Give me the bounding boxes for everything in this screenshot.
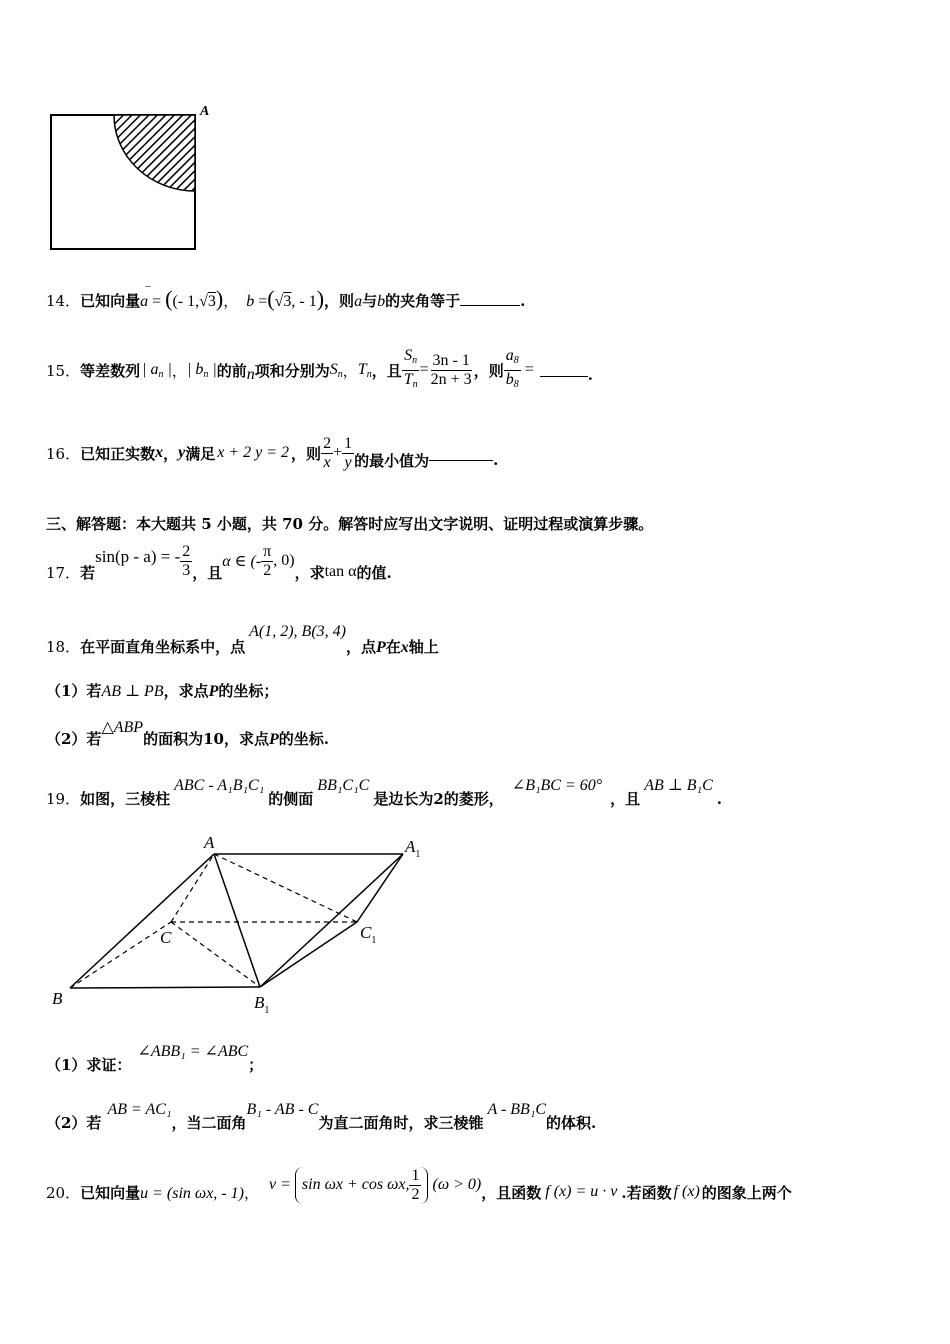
q14-number: 14．: [46, 292, 81, 310]
q17-fraction-pi-2: $\frac{\pi}{2}$: [263, 542, 272, 579]
q15-seq-a: | $a_n$ |: [142, 360, 172, 380]
q17-fraction-2-3: $\frac{2}{3}$: [182, 542, 191, 579]
prism-svg: [40, 826, 440, 1022]
label-C1: $C_1$: [360, 923, 377, 946]
q14-sqrt3: 3: [207, 293, 216, 310]
edge-B-A: [70, 854, 214, 988]
square-quarter-circle-svg: [44, 100, 224, 260]
q20-vector-u: u = (sin ωx, - 1): [140, 1185, 244, 1202]
section-3-title: 三、解答题：本大题共 5 小题，共 70 分。解答时应写出文字说明、证明过程或演算步骤。: [46, 515, 654, 533]
question-20: 20． 已知向量 u = (sin ωx, - 1) ， v = sin ωx + cos ωx, $\frac{1}{2}$ (ω > 0) ，且函数 f (x) = u · v .若函数 f (x) 的图象上两个: [46, 1166, 792, 1203]
edge-A1-B1: [260, 854, 403, 987]
q15-number: 15．: [46, 361, 81, 380]
q17-expression: sin(p - a) = -: [95, 547, 181, 566]
figure-square-quarter-circle: [44, 100, 224, 260]
q16-constraint: x + 2 y = 2: [217, 444, 290, 461]
q17-number: 17．: [46, 563, 81, 582]
q14-vec-a-value: (- 1,: [172, 293, 200, 310]
q16-fraction-2-over-x: $\frac{2}{x}$: [323, 434, 332, 471]
q20-fraction-1-2: $\frac{1}{2}$: [411, 1166, 420, 1203]
q15-fraction-ratio: $\frac{3n - 1}{2n + 3}$: [430, 351, 472, 388]
q14-vec-a: − a: [140, 281, 152, 310]
edge-A-C1-hidden: [214, 854, 357, 922]
question-19-part-1: （1）求证：∠ABB₁ = ∠ABC；: [46, 1043, 264, 1074]
shaded-quarter-disc: [114, 115, 195, 191]
edge-C1-A1: [357, 854, 403, 922]
q18-number: 18．: [46, 638, 81, 656]
edge-B1-C1: [260, 922, 357, 987]
q16-number: 16．: [46, 444, 81, 463]
q15-fraction-a8-b8: $\frac{a_8}{b_8}$: [505, 346, 519, 390]
q16-fraction-1-over-y: $\frac{1}{y}$: [344, 434, 353, 471]
label-A: A: [200, 104, 210, 119]
q14-text: 已知向量: [80, 292, 141, 310]
q15-seq-b: | $b_n$ |: [186, 360, 217, 380]
figure-triangular-prism: [40, 826, 440, 1022]
label-B: B: [52, 989, 63, 1008]
question-18-part-2: （2）若△ABP的面积为10，求点P的坐标.: [46, 719, 329, 748]
label-A1: $A_1$: [405, 837, 421, 860]
q18-points: A(1, 2), B(3, 4): [249, 623, 346, 640]
q20-vector-v: v =: [268, 1176, 291, 1193]
q14-answer-blank[interactable]: [460, 305, 520, 306]
q19-number: 19．: [46, 790, 81, 808]
question-14: 14．已知向量 − a = ((- 1,√3)， b =(√3, - 1)，则a与b的夹角等于 .: [46, 281, 526, 311]
q20-number: 20．: [46, 1183, 81, 1202]
question-19: 19．如图，三棱柱ABC - A₁B₁C₁的侧面BB₁C₁C是边长为2的菱形，∠B₁BC = 60°，且AB ⊥ B₁C.: [46, 777, 723, 808]
label-B1: $B_1$: [254, 993, 270, 1016]
question-18-part-1: （1）若AB ⊥ PB，求点P的坐标；: [46, 682, 279, 700]
q15-answer-blank[interactable]: [540, 376, 588, 377]
label-A: A: [204, 833, 215, 852]
q16-answer-blank[interactable]: [429, 460, 493, 461]
question-15: 15． 等差数列 | $a_n$ | ， | $b_n$ | 的前 n 项和分别为 $S_n$ ， $T_n$ ，且 $\frac{S_n}{T_n}$ = $\frac{3n - 1}{2n + 3}$ ，则 $\frac{a_8}{b_8}$ = .: [46, 342, 593, 398]
edge-B-C-hidden: [70, 922, 171, 988]
edge-A-B1: [214, 854, 260, 987]
q15-fraction-S-over-T: $\frac{S_n}{T_n}$: [403, 346, 418, 390]
label-C: C: [160, 928, 172, 947]
q20-vector-v-body: sin ωx + cos ωx, $\frac{1}{2}$: [295, 1167, 429, 1204]
question-16: 16． 已知正实数 x ， y 满足 x + 2 y = 2 ，则 $\frac{2}{x}$ + $\frac{1}{y}$ 的最小值为 .: [46, 434, 499, 471]
edge-B-B1: [70, 987, 260, 988]
question-17: 17． 若 sin(p - a) = - $\frac{2}{3}$ ，且 α ∈ (- $\frac{\pi}{2}$ , 0) ，求 tan α 的值.: [46, 542, 392, 582]
question-18: 18．在平面直角坐标系中，点A(1, 2), B(3, 4)，点P在x轴上: [46, 623, 439, 656]
edge-C-B1-hidden: [171, 922, 260, 987]
question-19-part-2: （2）若AB = AC₁，当二面角B₁ - AB - C为直二面角时，求三棱锥A - BB₁C的体积.: [46, 1101, 597, 1132]
